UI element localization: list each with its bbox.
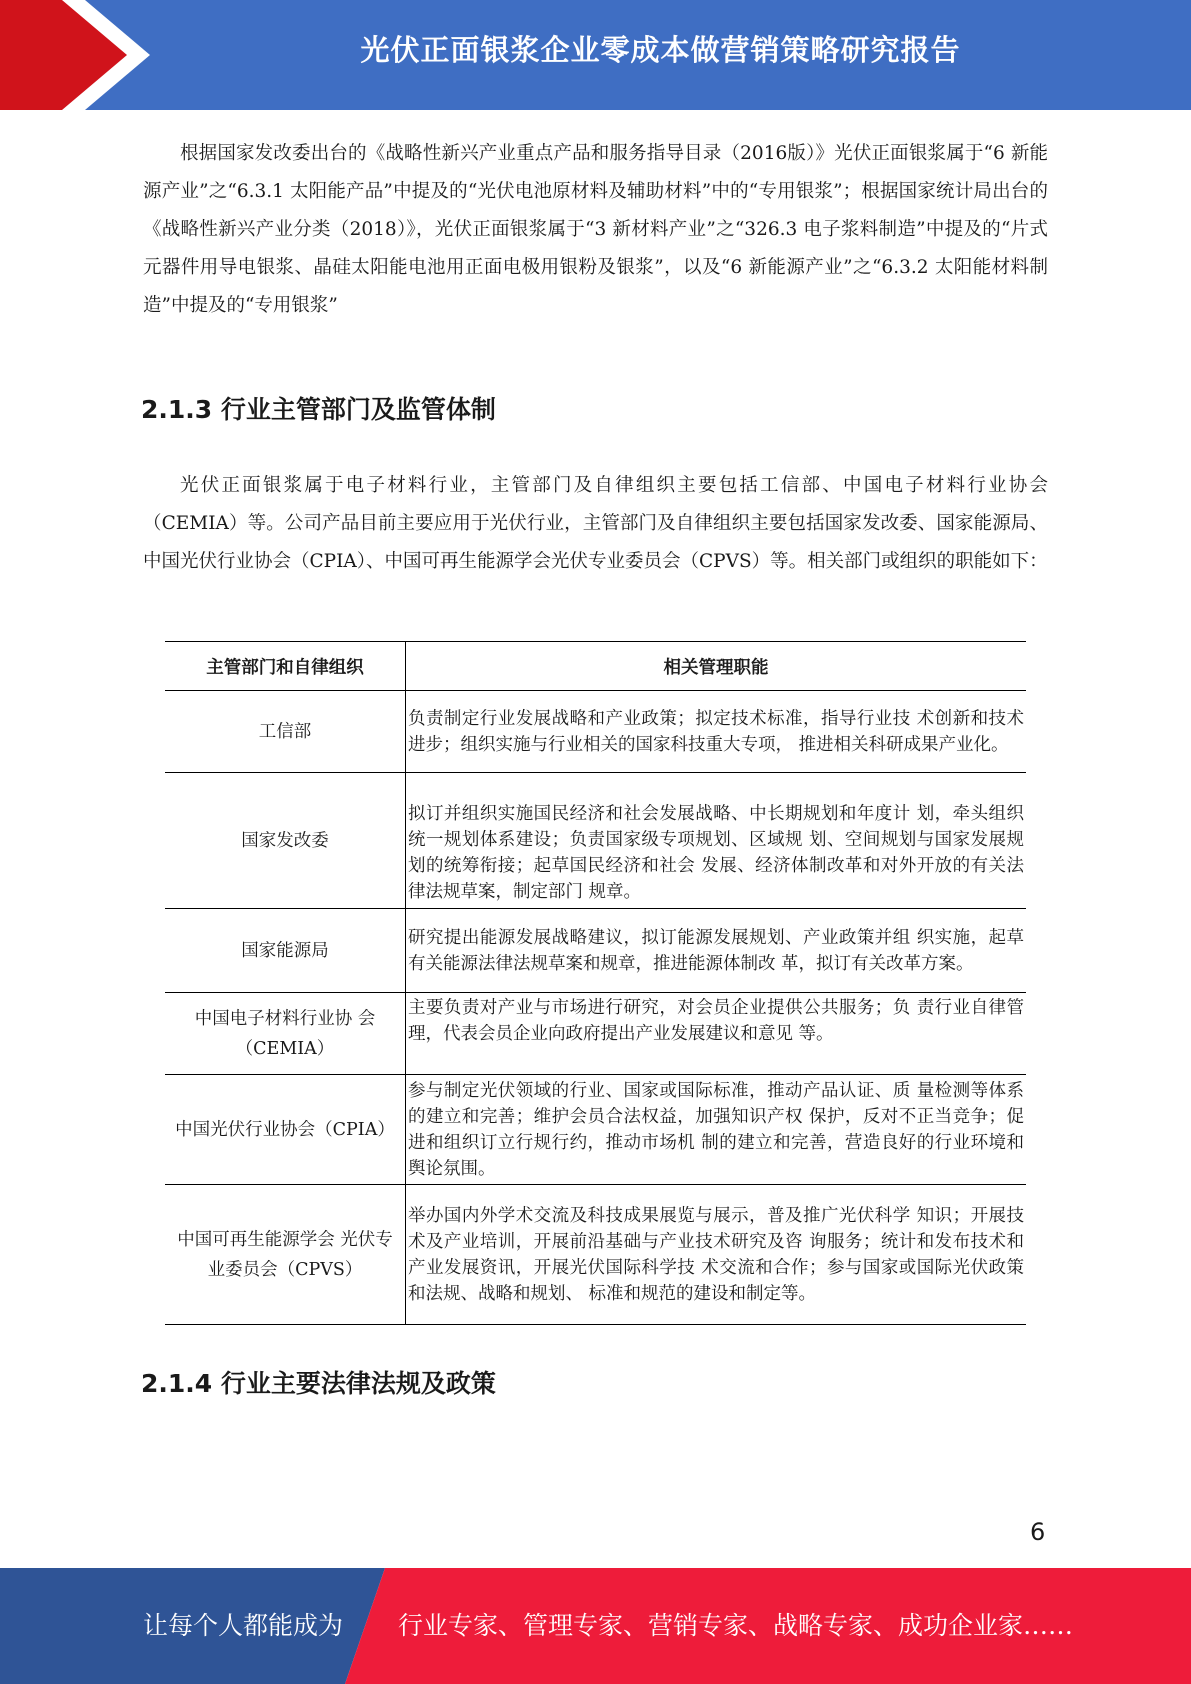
table-cell-duty: 研究提出能源发展战略建议，拟订能源发展规划、产业政策并组 织实施，起草有关能源法律法规草案和规章，推进能源体制改 革，拟订有关改革方案。: [406, 909, 1027, 993]
page-header: [0, 0, 1191, 110]
section-heading-2-1-4: 2.1.4 行业主要法律法规及政策: [141, 1369, 496, 1398]
table-header-duty: 相关管理职能: [406, 642, 1027, 691]
page-footer: [0, 1568, 1191, 1684]
table-cell-duty: 拟订并组织实施国民经济和社会发展战略、中长期规划和年度计 划，牵头组织统一规划体系建设；负责国家级专项规划、区域规 划、空间规划与国家发展规划的统筹衔接；起草国民经济和社会 发展、经济体制改革和对外开放的有关法律法规草案，制定部门 规章。: [406, 773, 1027, 909]
header-arrow-decoration: [0, 0, 160, 110]
table-row: [165, 993, 1026, 1075]
table-cell-duty: 负责制定行业发展战略和产业政策；拟定技术标准，指导行业技 术创新和技术进步；组织实施与行业相关的国家科技重大专项， 推进相关科研成果产业化。: [406, 691, 1027, 773]
table-cell-org: 中国可再生能源学会 光伏专业委员会（CPVS）: [165, 1185, 406, 1325]
table-cell-org: 中国光伏行业协会（CPIA）: [165, 1075, 406, 1185]
table-cell-duty: 参与制定光伏领域的行业、国家或国际标准，推动产品认证、质 量检测等体系的建立和完善；维护会员合法权益，加强知识产权 保护，反对不正当竞争；促进和组织订立行规行约，推动市场机 制的建立和完善，营造良好的行业环境和舆论氛围。: [406, 1075, 1027, 1185]
table-cell-duty: 举办国内外学术交流及科技成果展览与展示，普及推广光伏科学 知识；开展技术及产业培训，开展前沿基础与产业技术研究及咨 询服务；统计和发布技术和产业发展资讯，开展光伏国际科学技 术交流和合作；参与国家或国际光伏政策和法规、战略和规划、 标准和规范的建设和制定等。: [406, 1185, 1027, 1325]
table-cell-org: 国家发改委: [165, 773, 406, 909]
table-cell-org: 工信部: [165, 691, 406, 773]
regulators-table: [165, 641, 1026, 1325]
table-row: [165, 691, 1026, 773]
footer-slogan-right: 行业专家、管理专家、营销专家、战略专家、成功企业家……: [398, 1611, 1074, 1640]
page-number: 6: [1030, 1518, 1046, 1546]
table-header-org: 主管部门和自律组织: [165, 642, 406, 691]
section-heading-2-1-3: 2.1.3 行业主管部门及监管体制: [141, 395, 496, 424]
table-row: [165, 1185, 1026, 1325]
table-cell-org: 国家能源局: [165, 909, 406, 993]
footer-slogan-left: 让每个人都能成为: [143, 1611, 344, 1640]
regulators-paragraph: 光伏正面银浆属于电子材料行业，主管部门及自律组织主要包括工信部、中国电子材料行业协会（CEMIA）等。公司产品目前主要应用于光伏行业，主管部门及自律组织主要包括国家发改委、国家能源局、中国光伏行业协会（CPIA）、中国可再生能源学会光伏专业委员会（CPVS）等。相关部门或组织的职能如下：: [143, 475, 1048, 572]
table-cell-org: 中国电子材料行业协 会（CEMIA）: [165, 993, 406, 1075]
table-row: [165, 909, 1026, 993]
report-title: 光伏正面银浆企业零成本做营销策略研究报告: [360, 33, 961, 67]
intro-paragraph: 根据国家发改委出台的《战略性新兴产业重点产品和服务指导目录（2016版）》光伏正面银浆属于“6 新能源产业”之“6.3.1 太阳能产品”中提及的“光伏电池原材料及辅助材料”中的“专用银浆”；根据国家统计局出台的《战略性新兴产业分类（2018）》，光伏正面银浆属于“3 新材料产业”之“326.3 电子浆料制造”中提及的“片式元器件用导电银浆、晶硅太阳能电池用正面电极用银粉及银浆”，以及“6 新能源产业”之“6.3.2 太阳能材料制造”中提及的“专用银浆”: [143, 143, 1048, 316]
table-header-row: [165, 642, 1026, 691]
table-row: [165, 1075, 1026, 1185]
table-row: [165, 773, 1026, 909]
table-cell-duty: 主要负责对产业与市场进行研究，对会员企业提供公共服务；负 责行业自律管理，代表会员企业向政府提出产业发展建议和意见 等。: [406, 993, 1027, 1075]
